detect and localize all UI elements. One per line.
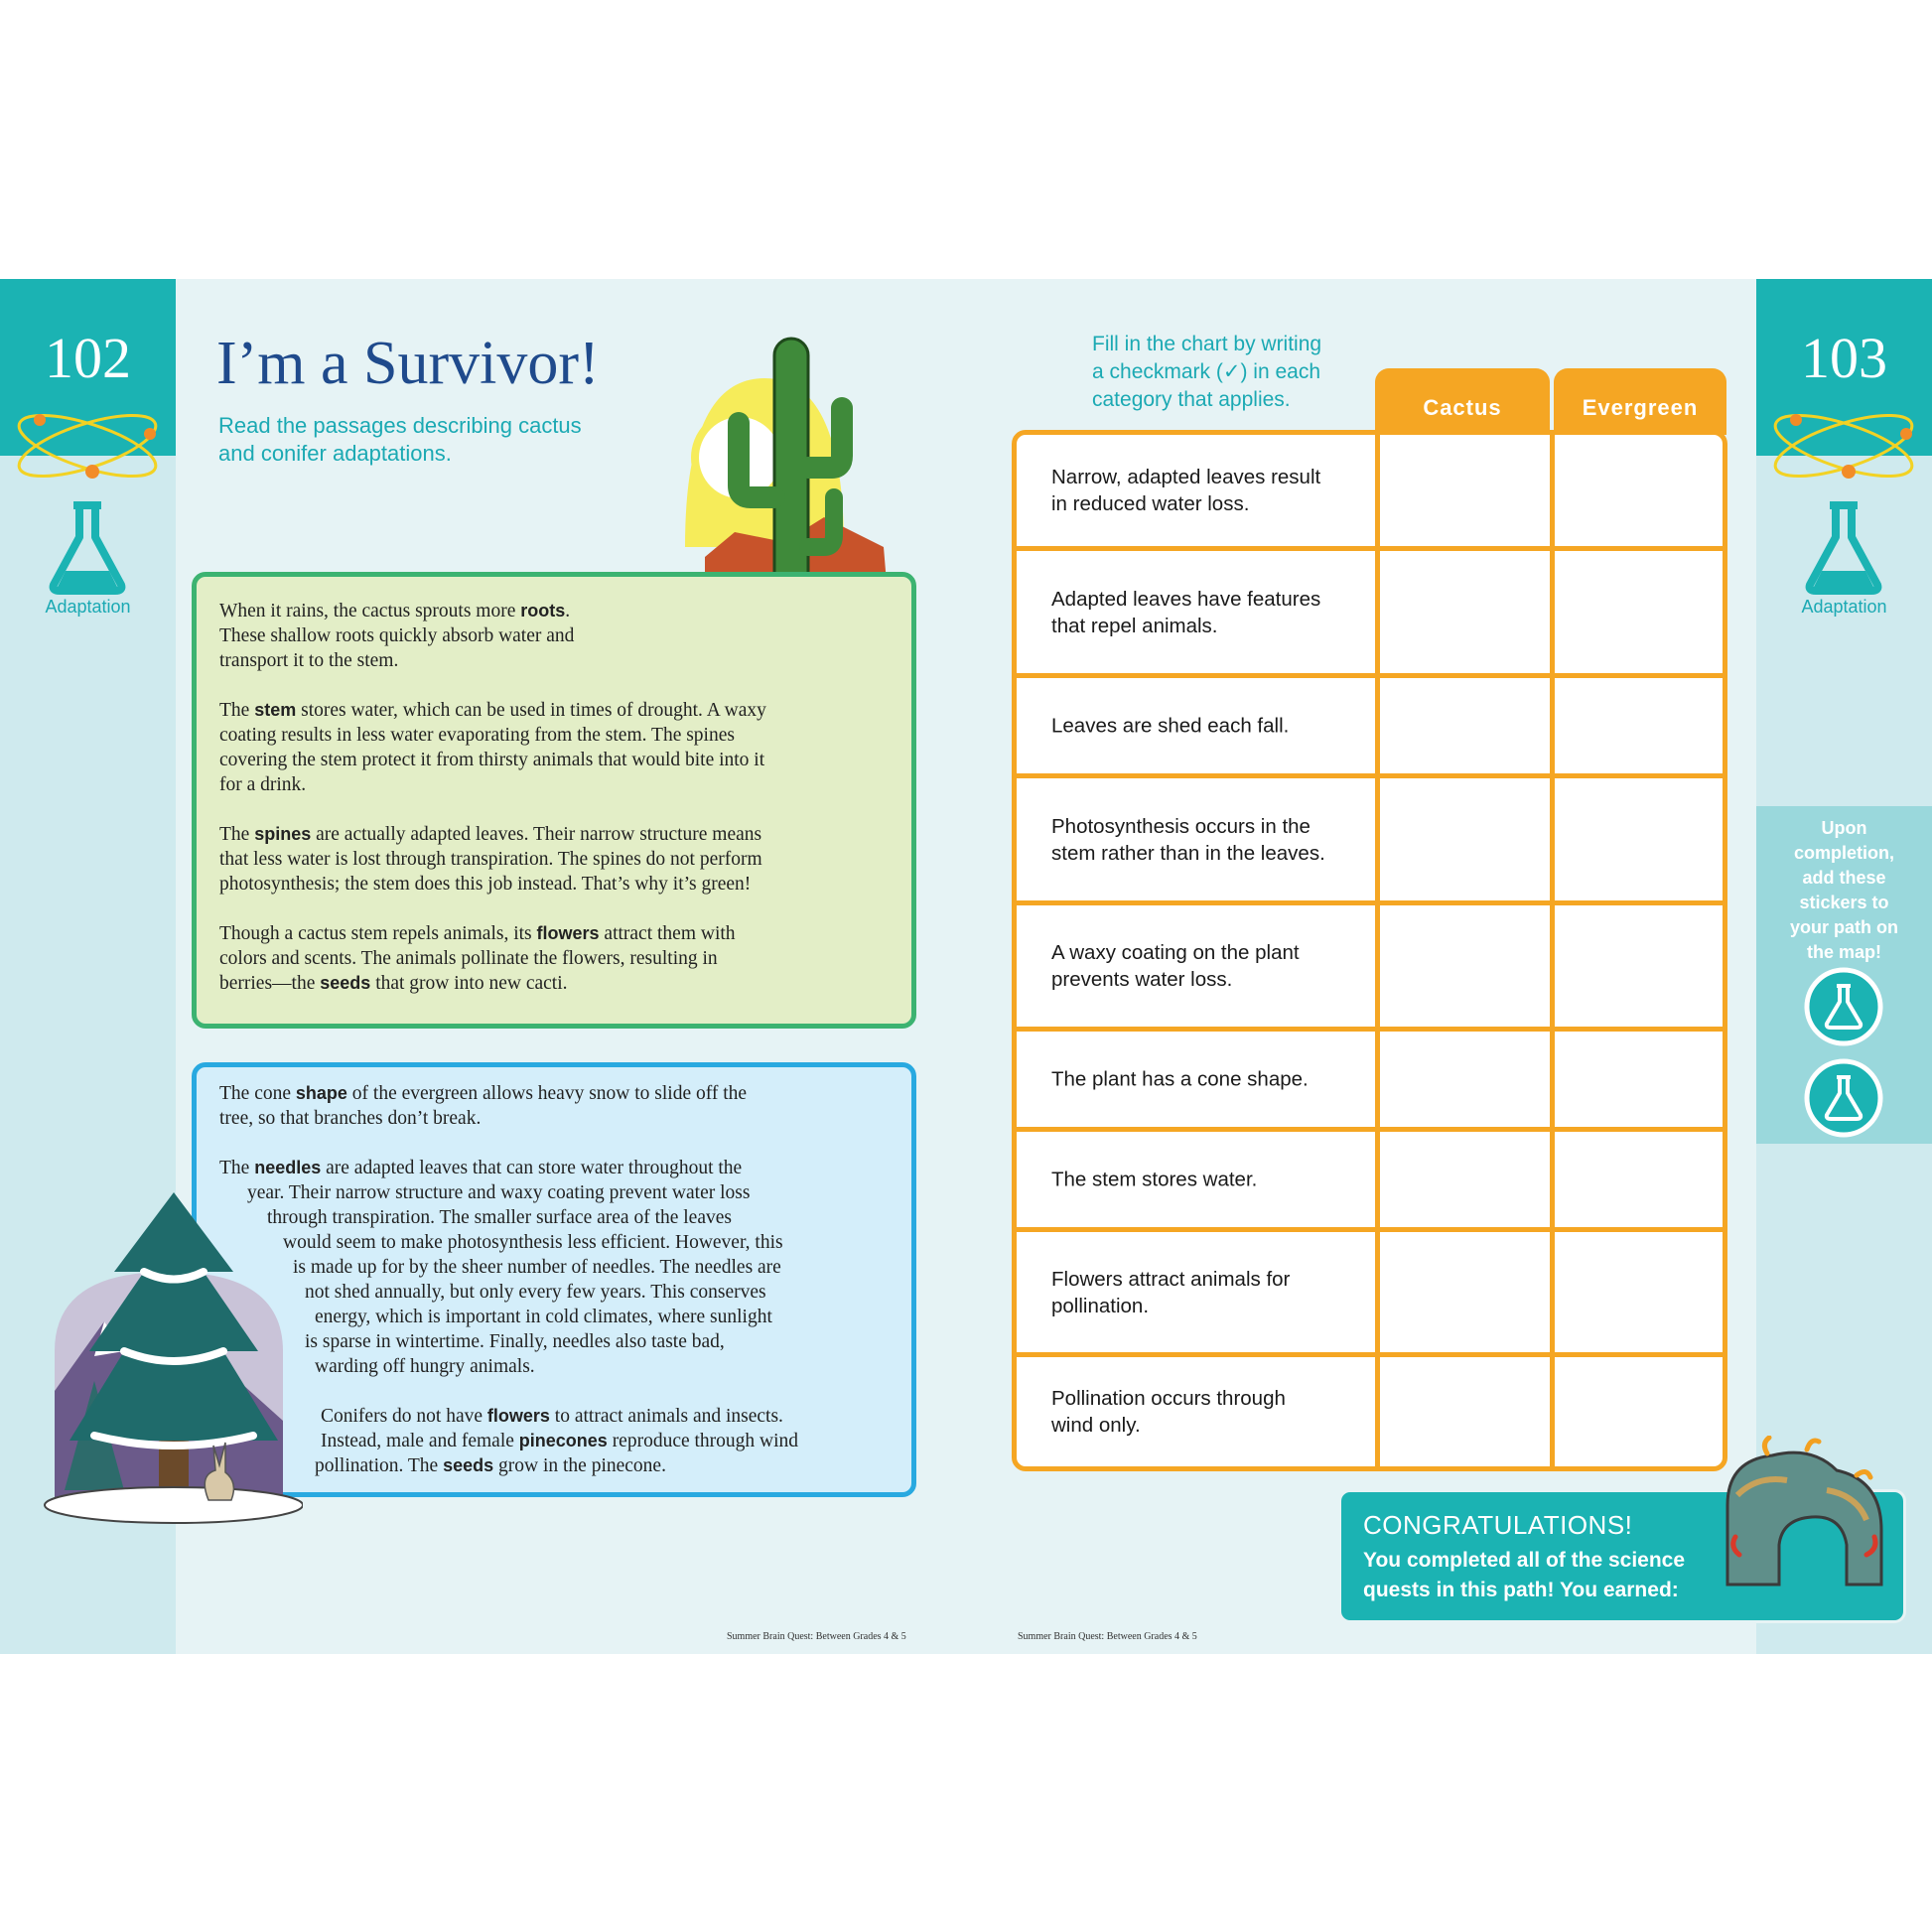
chart-row [1017,905,1723,1032]
flask-icon [0,497,176,597]
chart-row [1017,1232,1723,1357]
row-statement: Narrow, adapted leaves result in reduced water loss. [1051,466,1321,515]
sticker-panel: Upon completion, add these stickers to your path on the map! [1756,806,1932,1144]
flask-sticker-icon[interactable] [1803,966,1884,1047]
page-number-left: 102 [0,279,176,456]
row-statement: The stem stores water. [1051,1168,1258,1191]
page-subtitle: Read the passages describing cactus and conifer adaptations. [218,413,582,466]
evergreen-check-cell[interactable] [1550,905,1723,1027]
atom-icon [1756,386,1932,505]
row-statement: The plant has a cone shape. [1051,1067,1309,1091]
cactus-check-cell[interactable] [1375,1232,1550,1352]
atom-icon [0,386,176,505]
chart-instructions: Fill in the chart by writing a checkmark (✓) in each category that applies. [1092,333,1322,411]
chart-row [1017,678,1723,778]
cactus-check-cell[interactable] [1375,435,1550,546]
topic-label: Adaptation [1801,597,1887,617]
evergreen-check-cell[interactable] [1550,435,1723,546]
row-statement: Flowers attract animals for pollination. [1051,1267,1291,1317]
column-header-cactus: Cactus [1375,368,1550,435]
chart-row [1017,435,1723,551]
footer-right: Summer Brain Quest: Between Grades 4 & 5 [1018,1631,1197,1642]
row-statement: Adapted leaves have features that repel animals. [1051,587,1321,637]
row-statement: Pollination occurs through wind only. [1051,1387,1286,1437]
flask-sticker-icon[interactable] [1803,1057,1884,1139]
evergreen-passage: The cone shape of the evergreen allows heavy snow to slide off the tree, so that branches don’t break. The needles are adapted leaves that can store water throughout the year. Their narrow structure and waxy coating prevent water loss through transpiration. The smaller surface area of the leaves would seem to make photosynthesis less efficient. However, this is made up for by the sheer number of needles. The needles are not shed annually, but only every few years. This conserves energy, which is important in cold climates, where sunlight is sparse in wintertime. Finally, needles also taste bad, warding off hungry animals. Conifers do not have flowers to attract animals and insects. Instead, male and female pinecones reproduce through wind pollination. The seeds grow in the pinecone. [192,1062,916,1497]
evergreen-check-cell[interactable] [1550,1232,1723,1352]
book-spread [0,279,1932,1654]
evergreen-check-cell[interactable] [1550,1132,1723,1227]
chart-row [1017,1132,1723,1232]
cactus-check-cell[interactable] [1375,1357,1550,1466]
congratulations-banner: CONGRATULATIONS! You completed all of the science quests in this path! You earned: [1338,1489,1906,1623]
evergreen-check-cell[interactable] [1550,1357,1723,1466]
chart-row [1017,1032,1723,1132]
evergreen-check-cell[interactable] [1550,1032,1723,1127]
column-header-evergreen: Evergreen [1554,368,1726,435]
cactus-passage: When it rains, the cactus sprouts more roots. These shallow roots quickly absorb water and transport it to the stem. The stem stores water, which can be used in times of drought. A waxy coating results in less water evaporating from the stem. The spines covering the stem protect it from thirsty animals that would bite into it for a drink. The spines are actually adapted leaves. Their narrow structure means that less water is lost through transpiration. The spines do not perform photosynthesis; the stem does this job instead. That’s why it’s green! Though a cactus stem repels animals, its flowers attract them with colors and scents. The animals pollinate the flowers, resulting in berries—the seeds that grow into new cacti. [192,572,916,1029]
row-statement: Photosynthesis occurs in the stem rather than in the leaves. [1051,814,1325,865]
rock-arch-illustration [1718,1436,1896,1594]
chart-row [1017,778,1723,905]
evergreen-check-cell[interactable] [1550,678,1723,773]
cactus-check-cell[interactable] [1375,905,1550,1027]
evergreen-check-cell[interactable] [1550,778,1723,900]
page-number-right: 103 [1756,279,1932,456]
flask-icon [1756,497,1932,597]
cactus-check-cell[interactable] [1375,778,1550,900]
chart-row [1017,551,1723,678]
row-statement: A waxy coating on the plant prevents water loss. [1051,941,1300,991]
footer-left: Summer Brain Quest: Between Grades 4 & 5 [727,1631,906,1642]
page-title: I’m a Survivor! [216,330,600,397]
evergreen-tree-illustration [35,1192,303,1525]
adaptation-chart [1012,430,1727,1471]
cactus-check-cell[interactable] [1375,551,1550,673]
row-statement: Leaves are shed each fall. [1051,714,1290,738]
evergreen-check-cell[interactable] [1550,551,1723,673]
cactus-check-cell[interactable] [1375,1132,1550,1227]
cactus-check-cell[interactable] [1375,1032,1550,1127]
cactus-check-cell[interactable] [1375,678,1550,773]
chart-row [1017,1357,1723,1466]
topic-label: Adaptation [45,597,131,617]
